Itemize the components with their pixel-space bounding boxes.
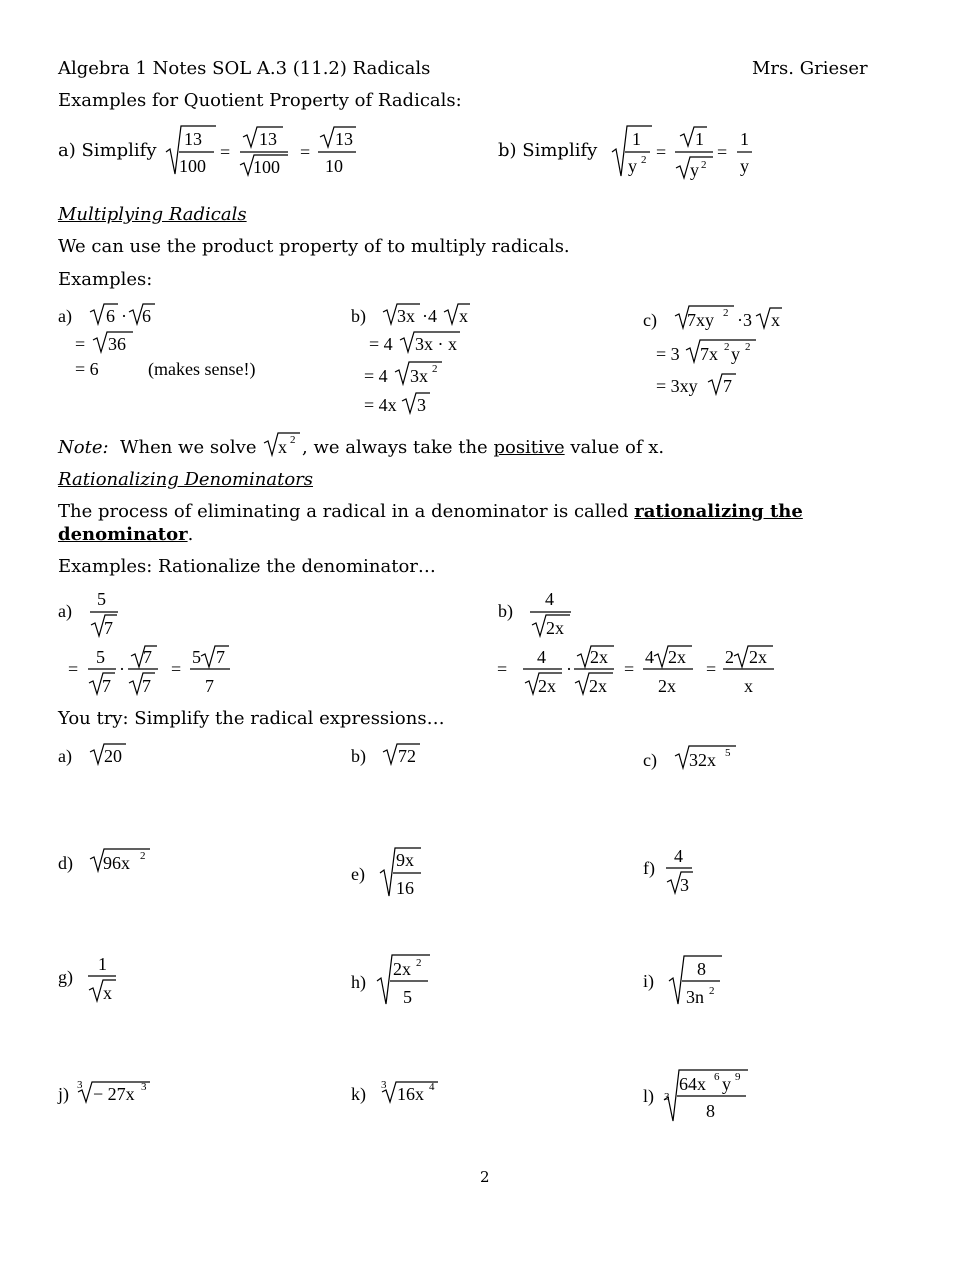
q-a-num2: 13 (259, 129, 277, 149)
try-g-num: 1 (98, 954, 107, 974)
try-j (57, 1079, 150, 1105)
mult-c-sq: 2 (723, 307, 729, 319)
try-k-radicand: 16x (397, 1084, 424, 1104)
try-l-num: 64x (679, 1074, 706, 1094)
try-i-label: i) (643, 971, 654, 991)
try-l-power1: 6 (714, 1071, 720, 1083)
try-j-label: j) (58, 1084, 69, 1104)
q-a-eq1: = (220, 142, 231, 162)
try-d-label: d) (58, 853, 73, 873)
mult-a-dot: · (121, 306, 127, 326)
rat-b-den5: x (744, 676, 753, 696)
mult-a-note: (makes sense!) (148, 359, 256, 379)
try-g (58, 954, 116, 1003)
try-a-radicand: 20 (104, 746, 122, 766)
rat-b-den4: 2x (658, 676, 676, 696)
rat-a-den: 7 (104, 618, 113, 638)
rat-b-num2: 4 (537, 647, 546, 667)
rat-b-den2: 2x (538, 676, 556, 696)
try-i (643, 956, 722, 1007)
rationalizing-heading: Rationalizing Denominators (58, 469, 314, 490)
try-b-label: b) (351, 746, 366, 766)
try-l (643, 1070, 748, 1121)
rat-a-den2: 7 (102, 676, 111, 696)
rat-a-num4-r: 7 (216, 647, 225, 667)
rat-a-eq1: = (68, 659, 79, 679)
try-d-radicand: 96x (103, 853, 130, 873)
try-h-power: 2 (416, 957, 422, 969)
mult-b-r3x2: 3x (410, 366, 428, 386)
mult-a-six2: 6 (142, 306, 151, 326)
rationalizing-term-1: rationalizing the (634, 501, 803, 522)
try-c (643, 746, 736, 771)
rat-b-eq1: = (497, 659, 508, 679)
mult-b-times4: ·4 (422, 306, 437, 326)
try-l-power2: 9 (735, 1071, 741, 1083)
q-b-sup: 2 (641, 154, 647, 166)
mult-example-b (351, 304, 470, 415)
try-b-radicand: 72 (398, 746, 416, 766)
try-k (351, 1079, 438, 1105)
try-j-power: 3 (141, 1081, 147, 1093)
mult-b-label: b) (351, 306, 366, 326)
note-positive: positive (493, 437, 565, 458)
try-f-den: 3 (680, 875, 689, 895)
mult-b-r3x: 3x (397, 306, 415, 326)
try-c-power: 5 (725, 747, 731, 759)
mult-b-r3xx: 3x · x (415, 334, 457, 354)
quotient-heading: Examples for Quotient Property of Radicals: (58, 90, 462, 111)
quotient-a-label: a) Simplify (58, 140, 157, 161)
q-b-num: 1 (632, 129, 641, 149)
try-e-den: 16 (396, 878, 414, 898)
try-g-label: g) (58, 967, 73, 987)
try-i-num: 8 (697, 959, 706, 979)
try-f-num: 4 (674, 846, 683, 866)
rat-a-num: 5 (97, 589, 106, 609)
mult-c-times3: ·3 (737, 310, 752, 330)
try-l-y: y (722, 1074, 731, 1094)
mult-example-c (643, 306, 782, 396)
rat-a-num3: 7 (143, 647, 152, 667)
try-l-label: l) (643, 1086, 654, 1106)
q-a-den2: 100 (253, 157, 280, 177)
try-f-label: f) (643, 858, 655, 878)
rat-a-dot: · (119, 659, 125, 679)
quotient-b-label: b) Simplify (498, 140, 598, 161)
page-title: Algebra 1 Notes SOL A.3 (11.2) Radicals (58, 58, 431, 79)
try-f (643, 846, 693, 895)
rationalize-example-b (497, 589, 774, 696)
note-after1: , we always take the (302, 437, 488, 458)
try-g-den: x (103, 983, 112, 1003)
mult-b-eq2: = 4 (364, 366, 388, 386)
mult-c-eq2: = 3xy (656, 376, 698, 396)
rat-b-num3: 2x (590, 647, 608, 667)
rationalize-example-a (58, 589, 230, 696)
author: Mrs. Grieser (752, 58, 868, 79)
rationalizing-term-2: denominator (58, 524, 188, 545)
try-a (58, 744, 126, 767)
rat-b-eq2: = (624, 659, 635, 679)
mult-b-sq: 2 (432, 363, 438, 375)
mult-a-six1: 6 (106, 306, 115, 326)
mult-a-r36: 36 (108, 334, 126, 354)
note-radical (264, 433, 300, 457)
try-k-index: 3 (381, 1079, 387, 1091)
mult-a-eq: = (75, 334, 86, 354)
q-a-den: 100 (179, 156, 206, 176)
rat-a-label: a) (58, 601, 72, 621)
mult-b-eq3: = 4x (364, 395, 397, 415)
rat-a-num4: 5 (192, 647, 201, 667)
try-h (351, 955, 430, 1007)
try-j-index: 3 (77, 1079, 83, 1091)
mult-b-eq1: = 4 (369, 334, 393, 354)
mult-example-a (58, 304, 255, 380)
rat-a-den4: 7 (205, 676, 214, 696)
try-j-radicand: − 27x (93, 1084, 135, 1104)
quotient-b-expression (612, 126, 752, 180)
try-e-label: e) (351, 864, 365, 884)
multiplying-examples-label: Examples: (58, 269, 153, 290)
rat-b-eq3: = (706, 659, 717, 679)
multiplying-heading: Multiplying Radicals (58, 204, 247, 225)
mult-c-y: y (731, 344, 740, 364)
rat-b-den3: 2x (589, 676, 607, 696)
note-after2: value of x. (570, 437, 665, 458)
try-l-den: 8 (706, 1101, 715, 1121)
try-h-label: h) (351, 972, 366, 992)
q-b-den3: y (740, 156, 749, 176)
note-before: When we solve (120, 437, 257, 458)
try-l-index: 3 (664, 1091, 670, 1103)
rat-b-num5-r: 2x (749, 647, 767, 667)
try-i-power: 2 (709, 985, 715, 997)
q-b-den: y (628, 156, 637, 176)
try-k-label: k) (351, 1084, 366, 1104)
quotient-a-expression (166, 126, 356, 177)
q-b-num2: 1 (695, 129, 704, 149)
q-b-eq2: = (717, 142, 728, 162)
mult-b-x: x (459, 306, 468, 326)
q-b-eq1: = (656, 142, 667, 162)
rationalizing-text: The process of eliminating a radical in a denominator is called (58, 501, 629, 522)
try-e (351, 848, 421, 898)
mult-c-r7: 7 (723, 376, 732, 396)
try-h-num: 2x (393, 959, 411, 979)
q-b-den2: y (690, 160, 699, 180)
q-b-num3: 1 (740, 129, 749, 149)
mult-c-eq1: = 3 (656, 344, 680, 364)
note-label: Note: (58, 437, 109, 458)
rat-b-num4-r: 2x (668, 647, 686, 667)
try-k-power: 4 (429, 1081, 435, 1093)
rat-b-num5: 2 (725, 647, 734, 667)
you-try-heading: You try: Simplify the radical expressions… (58, 708, 445, 729)
try-d (58, 849, 150, 874)
mult-c-x: x (771, 310, 780, 330)
rat-b-num4: 4 (645, 647, 654, 667)
rat-a-den3: 7 (142, 676, 151, 696)
rationalizing-examples-label: Examples: Rationalize the denominator… (58, 556, 436, 577)
try-h-den: 5 (403, 987, 412, 1007)
mult-b-r3: 3 (417, 395, 426, 415)
rat-b-label: b) (498, 601, 513, 621)
page-number: 2 (480, 1168, 490, 1186)
rat-b-den: 2x (546, 618, 564, 638)
mult-c-r7x: 7x (700, 344, 718, 364)
mult-c-label: c) (643, 310, 657, 330)
q-a-num3: 13 (335, 129, 353, 149)
rat-a-eq2: = (171, 659, 182, 679)
rat-b-dot: · (566, 659, 572, 679)
mult-c-sq2: 2 (724, 341, 730, 353)
q-b-sup2: 2 (701, 159, 707, 171)
mult-c-sq3: 2 (745, 341, 751, 353)
try-c-label: c) (643, 750, 657, 770)
mult-c-r7xy: 7xy (687, 310, 714, 330)
try-b (351, 744, 420, 767)
try-c-radicand: 32x (689, 750, 716, 770)
try-d-power: 2 (140, 850, 146, 862)
mult-a-label: a) (58, 306, 72, 326)
q-a-eq2: = (300, 142, 311, 162)
try-a-label: a) (58, 746, 72, 766)
multiplying-intro: We can use the product property of to multiply radicals. (58, 236, 570, 257)
q-a-den3: 10 (325, 156, 343, 176)
try-e-num: 9x (396, 850, 414, 870)
note-x: x (278, 437, 287, 457)
note-sq: 2 (290, 434, 296, 446)
try-i-den: 3n (686, 987, 704, 1007)
q-a-num: 13 (184, 129, 202, 149)
rat-a-num2: 5 (96, 647, 105, 667)
period: . (187, 524, 194, 545)
mult-a-result: = 6 (75, 359, 99, 379)
rat-b-num: 4 (545, 589, 554, 609)
